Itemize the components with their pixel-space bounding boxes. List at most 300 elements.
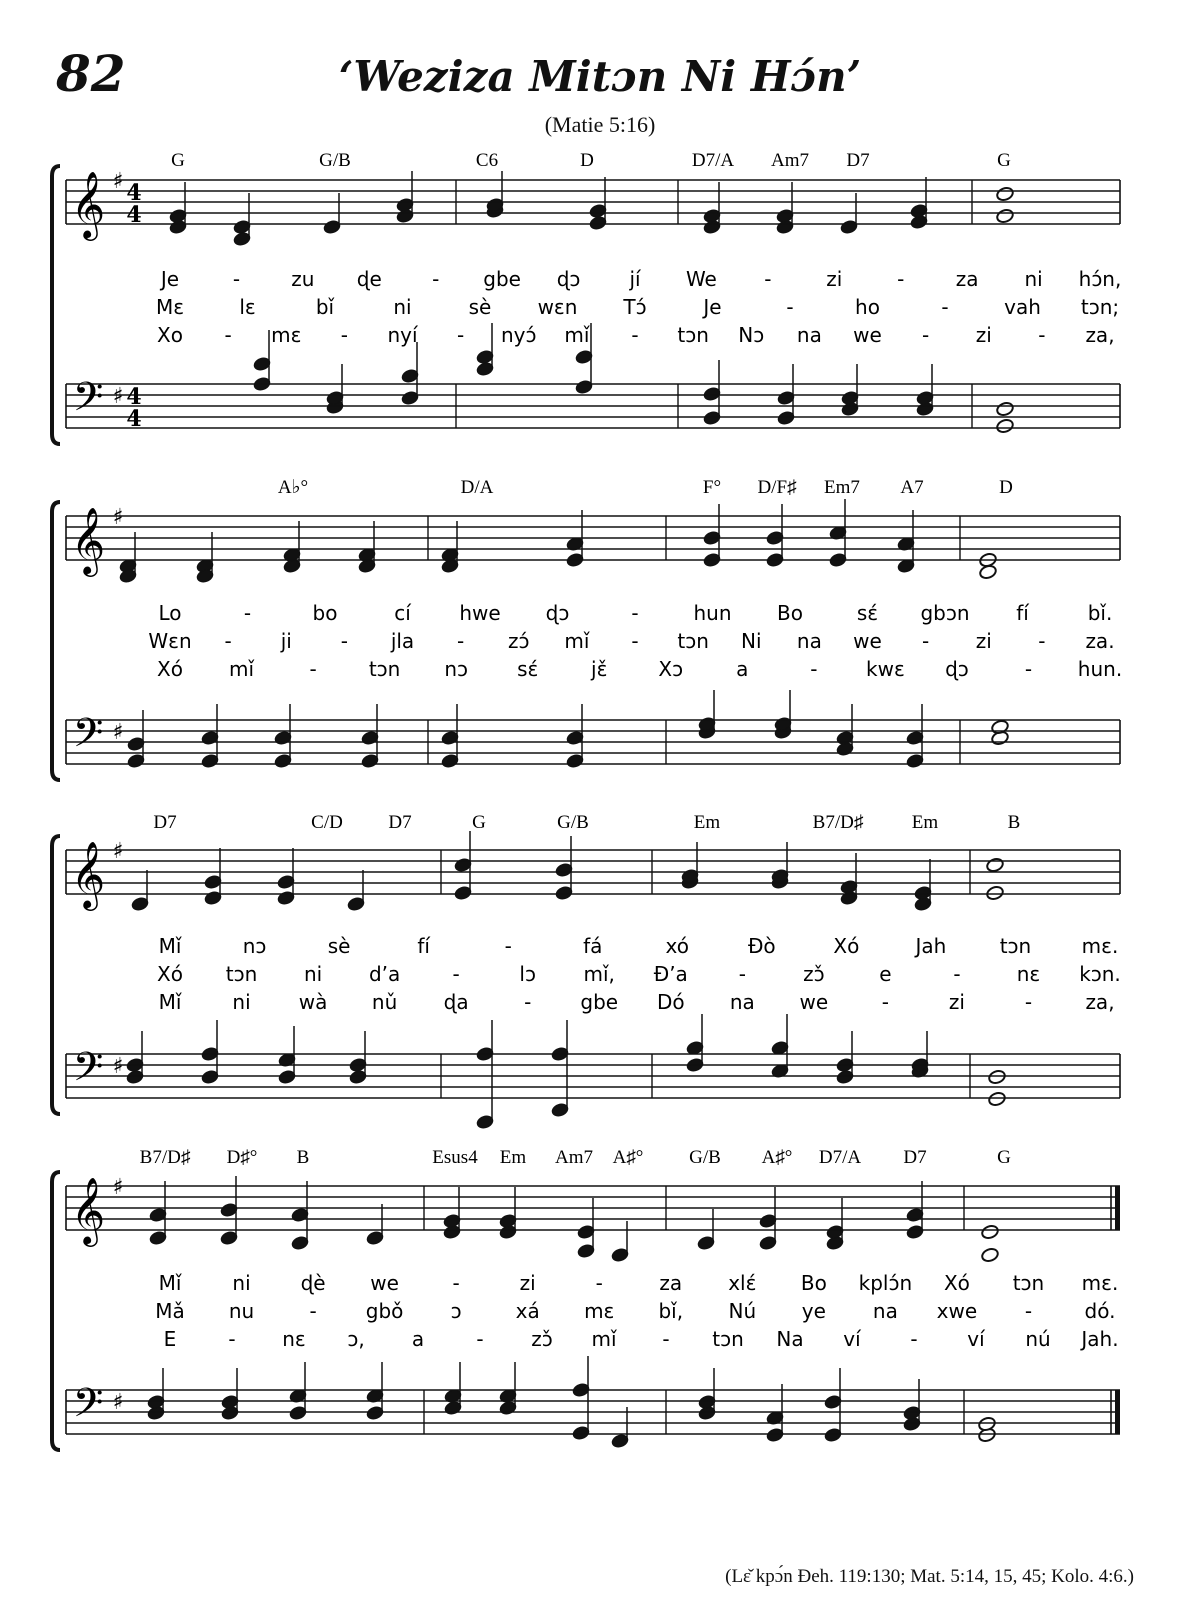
bass-staff	[66, 1054, 1120, 1098]
lyric-syllable: d’a	[368, 962, 401, 986]
note-chord	[283, 521, 302, 574]
lyric-syllable: xwe	[936, 1299, 978, 1323]
key-signature-sharp: ♯	[112, 1174, 124, 1200]
lyric-syllable: ví	[843, 1327, 861, 1351]
note-chord	[441, 521, 460, 574]
time-signature-bottom: 4	[126, 406, 142, 432]
lyric-syllable: sɛ́	[517, 657, 539, 681]
note-chord	[910, 177, 929, 230]
lyric-syllable: tɔn	[225, 962, 258, 986]
lyric-syllable: nǔ	[371, 990, 398, 1014]
note-head	[986, 885, 1005, 901]
chord-symbol: Am7	[771, 150, 809, 171]
note-chord	[996, 186, 1015, 224]
lyric-syllable: -	[595, 1271, 603, 1295]
key-signature-sharp: ♯	[112, 383, 124, 409]
lyric-syllable: jí	[629, 267, 641, 291]
chord-symbol: A♭°	[277, 477, 309, 498]
note-chord	[774, 690, 793, 740]
note-chord	[897, 510, 916, 574]
hymn-number: 82	[56, 44, 126, 103]
lyric-syllable: jla	[390, 629, 415, 653]
lyric-syllable: gbɔn	[920, 601, 970, 625]
note-chord	[499, 1187, 518, 1240]
lyric-syllable: -	[309, 657, 317, 681]
lyric-syllable: a	[411, 1327, 425, 1351]
lyric-syllable: hun	[693, 601, 732, 625]
lyric-syllable: Xó	[833, 934, 860, 958]
bass-clef: 𝄢	[72, 374, 104, 430]
note-chord	[703, 504, 722, 568]
lyric-syllable: za.	[1085, 629, 1115, 653]
chord-symbol: Em	[911, 812, 939, 833]
note-chord	[274, 704, 293, 769]
lyric-syllable: bǐ	[315, 295, 335, 319]
note-chord	[703, 360, 722, 426]
lyric-syllable: -	[881, 990, 889, 1014]
lyric-syllable: bǐ.	[1087, 601, 1113, 625]
note-chord	[401, 342, 420, 406]
lyric-syllable: ɖɔ	[556, 267, 581, 291]
lyric-syllable: na	[796, 629, 822, 653]
lyric-syllable: Wɛn	[148, 629, 192, 653]
lyric-syllable: kplɔ́n	[858, 1271, 913, 1295]
treble-staff	[66, 180, 1120, 224]
chord-symbol: Em	[499, 1147, 527, 1168]
bass-staff	[66, 720, 1120, 764]
note-chord	[826, 1198, 845, 1251]
lyric-syllable: gbe	[483, 267, 521, 291]
chord-symbol: D7	[903, 1147, 927, 1168]
lyric-syllable: ni	[1024, 267, 1043, 291]
lyric-syllable: zi	[519, 1271, 536, 1295]
chord-symbol: G	[472, 812, 486, 833]
lyric-syllable: xó	[665, 934, 690, 958]
note-chord	[253, 330, 272, 392]
lyric-syllable: mǐ	[591, 1327, 617, 1351]
lyric-syllable: -	[810, 657, 818, 681]
lyric-syllable: E	[163, 1327, 177, 1351]
lyric-syllable: Mǎ	[155, 1299, 185, 1323]
lyric-syllable: ví	[967, 1327, 985, 1351]
lyric-syllable: ji	[280, 629, 292, 653]
lyric-syllable: mɛ	[584, 1299, 615, 1323]
lyric-syllable: za,	[1085, 323, 1115, 347]
note-chord	[358, 521, 377, 574]
lyric-syllable: hun.	[1077, 657, 1123, 681]
note-chord	[589, 177, 608, 231]
lyric-syllable: mǐ	[229, 657, 255, 681]
note-chord	[703, 182, 722, 235]
lyric-syllable: na	[872, 1299, 898, 1323]
lyric-syllable: -	[631, 323, 639, 347]
chord-symbol: C/D	[311, 812, 343, 833]
time-signature-top: 4	[126, 384, 142, 410]
lyric-syllable: -	[922, 629, 930, 653]
lyric-syllable: tɔn	[368, 657, 401, 681]
note-chord	[566, 704, 585, 769]
lyric-syllable: Jah.	[1081, 1327, 1119, 1351]
lyric-syllable: nɛ	[1016, 962, 1041, 986]
lyric-syllable: Xó	[943, 1271, 970, 1295]
lyric-syllable: zɔ̌	[531, 1327, 553, 1351]
lyric-syllable: e	[879, 962, 892, 986]
lyric-syllable: ni	[232, 1271, 251, 1295]
lyric-syllable: tɔn	[712, 1327, 744, 1351]
lyric-syllable: Xɔ	[658, 657, 684, 681]
chord-symbol: Em7	[824, 477, 860, 498]
chord-symbol: B7/D♯	[139, 1147, 191, 1168]
lyric-syllable: bǐ,	[658, 1299, 684, 1323]
note-chord	[149, 1181, 168, 1246]
lyric-syllable: nɔ	[444, 657, 468, 681]
lyric-syllable: nɛ	[282, 1327, 306, 1351]
treble-clef: 𝄞	[70, 506, 106, 574]
lyric-syllable: fí	[417, 934, 430, 958]
note-chord	[131, 870, 150, 912]
note-chord	[444, 1362, 463, 1416]
treble-clef: 𝄞	[70, 840, 106, 908]
treble-clef: 𝄞	[70, 170, 106, 238]
lyric-syllable: -	[432, 267, 440, 291]
lyric-syllable: ɖè	[300, 1271, 326, 1295]
time-signature-bottom: 4	[126, 202, 142, 228]
lyric-syllable: Je	[160, 267, 180, 291]
lyric-syllable: Xó	[157, 657, 183, 681]
lyric-syllable: Dó	[656, 990, 685, 1014]
footnote-references: (Lɛ̌ kpɔ́n Ɖeh. 119:130; Mat. 5:14, 15, 45; Kolo. 4:6.)	[725, 1566, 1134, 1587]
lyric-syllable: -	[910, 1327, 918, 1351]
treble-staff	[66, 516, 1120, 560]
note-chord	[443, 1187, 462, 1240]
lyric-syllable: ɖɔ	[545, 601, 570, 625]
lyric-syllable: -	[953, 962, 961, 986]
chord-symbol: D7	[846, 150, 870, 171]
lyric-syllable: wà	[298, 990, 328, 1014]
note-chord	[476, 323, 495, 377]
lyric-syllable: Xó	[157, 962, 183, 986]
lyric-syllable: Je	[703, 295, 722, 319]
lyric-syllable: mɛ.	[1081, 934, 1119, 958]
lyric-syllable: Lo	[158, 601, 182, 625]
lyric-syllable: zi	[975, 629, 992, 653]
chord-symbol: B7/D♯	[812, 812, 864, 833]
lyric-syllable: nu	[228, 1299, 255, 1323]
system-bracket	[52, 1172, 60, 1450]
note-chord	[611, 1221, 630, 1263]
note-head	[996, 208, 1015, 224]
chord-symbol: G	[997, 150, 1011, 171]
lyric-syllable: -	[228, 1327, 236, 1351]
lyric-syllable: mɛ.	[1081, 1271, 1119, 1295]
key-signature-sharp: ♯	[112, 719, 124, 745]
lyric-syllable: Ɖò	[747, 934, 776, 958]
lyric-syllable: Nú	[728, 1299, 757, 1323]
note-chord	[454, 831, 473, 901]
note-chord	[476, 1020, 495, 1130]
note-head	[988, 1091, 1007, 1107]
lyric-syllable: tɔn;	[1080, 295, 1120, 319]
note-chord	[698, 1368, 717, 1421]
lyric-syllable: tɔn	[999, 934, 1032, 958]
note-chord	[771, 1014, 790, 1079]
chord-symbol: D/A	[460, 477, 494, 498]
system-bracket	[52, 166, 60, 444]
note-chord	[698, 690, 717, 740]
lyric-syllable: We	[685, 267, 717, 291]
lyric-syllable: ɖe	[356, 267, 382, 291]
lyric-syllable: -	[897, 267, 905, 291]
note-chord	[906, 1181, 925, 1240]
note-head	[996, 401, 1015, 417]
lyric-syllable: ɔ	[450, 1299, 462, 1323]
note-chord	[221, 1368, 240, 1421]
lyric-syllable: -	[452, 962, 460, 986]
lyric-syllable: Bo	[800, 1271, 827, 1295]
chord-symbol: F°	[702, 477, 722, 498]
note-chord	[396, 171, 415, 224]
note-chord	[169, 182, 188, 235]
chord-symbol: D/F♯	[757, 477, 797, 498]
lyric-syllable: zu	[291, 267, 315, 291]
lyric-syllable: tɔn	[677, 323, 709, 347]
chord-symbol: A7	[900, 477, 924, 498]
note-chord	[829, 499, 848, 568]
key-signature-sharp: ♯	[112, 1053, 124, 1079]
lyric-syllable: mǐ	[564, 629, 590, 653]
bass-staff	[66, 384, 1120, 428]
chord-symbol: B	[1007, 812, 1021, 833]
lyric-syllable: mǐ	[564, 323, 590, 347]
lyric-syllable: -	[1024, 657, 1033, 681]
note-head	[986, 857, 1005, 873]
lyric-syllable: we	[853, 323, 882, 347]
treble-staff	[66, 850, 1120, 894]
chord-symbol: D7	[388, 812, 412, 833]
lyric-syllable: mǐ,	[583, 962, 615, 986]
note-chord	[326, 364, 345, 415]
lyric-syllable: cí	[394, 601, 411, 625]
lyric-syllable: -	[941, 295, 949, 319]
lyric-syllable: -	[452, 1271, 460, 1295]
lyric-syllable: Bo	[777, 601, 803, 625]
note-chord	[233, 193, 252, 247]
chord-symbol: G	[171, 150, 185, 171]
lyric-syllable: dó.	[1084, 1299, 1116, 1323]
lyric-syllable: zɔ̌	[803, 962, 825, 986]
note-chord	[551, 1020, 570, 1118]
final-thick-barline	[1115, 1186, 1120, 1230]
time-signature-top: 4	[126, 180, 142, 206]
note-chord	[147, 1368, 166, 1421]
chord-symbol: G/B	[689, 1147, 721, 1168]
note-chord	[277, 848, 296, 906]
lyric-syllable: za	[955, 267, 979, 291]
note-chord	[572, 1356, 591, 1441]
lyric-syllable: kɔn.	[1079, 962, 1121, 986]
lyric-syllable: hwe	[459, 601, 501, 625]
lyric-syllable: we	[370, 1271, 399, 1295]
note-chord	[824, 1368, 843, 1443]
lyric-syllable: nyí	[387, 323, 418, 347]
note-chord	[979, 552, 998, 580]
system-bracket	[52, 502, 60, 780]
bass-clef: 𝄢	[72, 1044, 104, 1100]
key-signature-sharp: ♯	[112, 838, 124, 864]
lyric-syllable: Mǐ	[158, 990, 182, 1014]
lyric-syllable: -	[504, 934, 512, 958]
bass-clef: 𝄢	[72, 710, 104, 766]
chord-symbol: D7/A	[818, 1147, 862, 1168]
bass-staff	[66, 1390, 1120, 1434]
note-chord	[441, 704, 460, 769]
lyric-syllable: -	[476, 1327, 484, 1351]
lyric-syllable: we	[853, 629, 882, 653]
lyric-syllable: jɛ̌	[591, 657, 608, 681]
note-chord	[988, 1069, 1007, 1107]
lyric-syllable: -	[922, 323, 930, 347]
lyric-syllable: Ni	[740, 629, 762, 653]
key-signature-sharp: ♯	[112, 168, 124, 194]
note-head	[981, 1224, 1000, 1240]
lyric-syllable: na	[796, 323, 822, 347]
note-chord	[766, 504, 785, 568]
note-chord	[196, 532, 215, 584]
note-chord	[291, 1181, 310, 1251]
lyric-syllable: Xo	[157, 323, 183, 347]
note-chord	[776, 182, 795, 235]
note-chord	[840, 193, 859, 235]
lyric-syllable: -	[524, 990, 532, 1014]
lyric-syllable: a	[736, 657, 749, 681]
lyric-syllable: Ɖ’a	[653, 962, 688, 986]
lyric-syllable: we	[799, 990, 829, 1014]
lyric-syllable: -	[232, 267, 241, 291]
system-bracket	[52, 836, 60, 1114]
lyric-syllable: -	[786, 295, 794, 319]
note-head	[996, 418, 1015, 434]
chord-symbol: G/B	[557, 812, 589, 833]
lyric-syllable: -	[1024, 1299, 1033, 1323]
lyric-syllable: -	[631, 629, 639, 653]
lyric-syllable: tɔn	[677, 629, 709, 653]
lyric-syllable: Mɛ	[155, 295, 185, 319]
note-head	[988, 1069, 1007, 1085]
lyric-syllable: -	[457, 323, 465, 347]
hymn-title: ‘Weziza Mitɔn Ni Hɔ́n’	[338, 52, 862, 101]
note-chord	[486, 171, 505, 219]
chord-symbol: Esus4	[432, 1147, 478, 1168]
chord-symbol: A♯°	[761, 1147, 793, 1168]
lyric-syllable: zi	[975, 323, 992, 347]
lyric-syllable: nyɔ́	[501, 323, 537, 347]
lyric-syllable: sɛ́	[856, 601, 879, 625]
note-chord	[204, 848, 223, 906]
scripture-reference: (Matie 5:16)	[544, 112, 656, 137]
final-thick-barline	[1115, 1390, 1120, 1434]
note-chord	[366, 1204, 385, 1246]
chord-symbol: G	[997, 1147, 1011, 1168]
key-signature-sharp: ♯	[112, 1389, 124, 1415]
lyric-syllable: -	[631, 601, 639, 625]
lyric-syllable: ni	[303, 962, 323, 986]
lyric-syllable: Tɔ́	[623, 295, 647, 319]
lyric-syllable: hɔ́n,	[1078, 267, 1122, 291]
note-chord	[906, 704, 925, 769]
chord-symbol: D7	[153, 812, 177, 833]
lyric-syllable: zi	[948, 990, 965, 1014]
chord-symbol: D	[580, 150, 594, 171]
lyric-syllable: za,	[1085, 990, 1115, 1014]
lyric-syllable: lɛ	[239, 295, 256, 319]
lyric-syllable: Na	[776, 1327, 804, 1351]
key-signature-sharp: ♯	[112, 504, 124, 530]
note-chord	[903, 1379, 922, 1432]
lyric-syllable: -	[340, 323, 348, 347]
lyric-syllable: -	[1038, 629, 1046, 653]
note-chord	[126, 1031, 145, 1085]
lyric-syllable: wɛn	[537, 295, 578, 319]
lyric-syllable: -	[1038, 323, 1046, 347]
lyric-syllable: -	[1024, 990, 1033, 1014]
lyric-syllable: Jah	[915, 934, 947, 958]
lyric-syllable: fá	[583, 934, 603, 958]
lyric-syllable: gbe	[580, 990, 619, 1014]
note-head	[981, 1247, 1000, 1263]
lyric-syllable: -	[457, 629, 465, 653]
lyric-syllable: za	[659, 1271, 683, 1295]
note-chord	[911, 1031, 930, 1079]
note-chord	[323, 193, 342, 235]
lyric-syllable: -	[662, 1327, 670, 1351]
chord-symbol: G/B	[319, 150, 351, 171]
note-chord	[119, 532, 138, 584]
note-chord	[836, 1031, 855, 1085]
note-chord	[611, 1407, 630, 1449]
lyric-syllable: -	[764, 267, 772, 291]
chord-symbol: A♯°	[612, 1147, 644, 1168]
lyric-syllable: gbǒ	[365, 1299, 404, 1323]
chord-symbol: C6	[475, 150, 499, 171]
lyric-syllable: zi	[826, 267, 843, 291]
chord-symbol: D7/A	[691, 150, 735, 171]
note-chord	[566, 510, 585, 568]
lyric-syllable: -	[738, 962, 746, 986]
lyric-syllable: ɖa	[443, 990, 469, 1014]
bass-clef: 𝄢	[72, 1380, 104, 1436]
note-chord	[347, 870, 366, 912]
note-chord	[916, 364, 935, 417]
lyric-syllable: -	[243, 601, 252, 625]
note-chord	[361, 704, 380, 769]
lyric-syllable: lɔ	[519, 962, 536, 986]
lyric-syllable: ye	[801, 1299, 826, 1323]
lyric-syllable: Mǐ	[158, 1271, 182, 1295]
lyric-syllable: sè	[327, 934, 351, 958]
lyric-syllable: fí	[1016, 601, 1029, 625]
lyric-syllable: ni	[393, 295, 412, 319]
note-chord	[841, 364, 860, 417]
note-chord	[577, 1198, 596, 1259]
lyric-syllable: -	[224, 629, 232, 653]
lyric-syllable: na	[729, 990, 755, 1014]
lyric-syllable: -	[340, 629, 348, 653]
lyric-syllable: -	[309, 1299, 317, 1323]
note-chord	[201, 1020, 220, 1085]
lyric-syllable: xá	[515, 1299, 540, 1323]
note-chord	[555, 836, 574, 901]
lyric-syllable: tɔn	[1012, 1271, 1045, 1295]
